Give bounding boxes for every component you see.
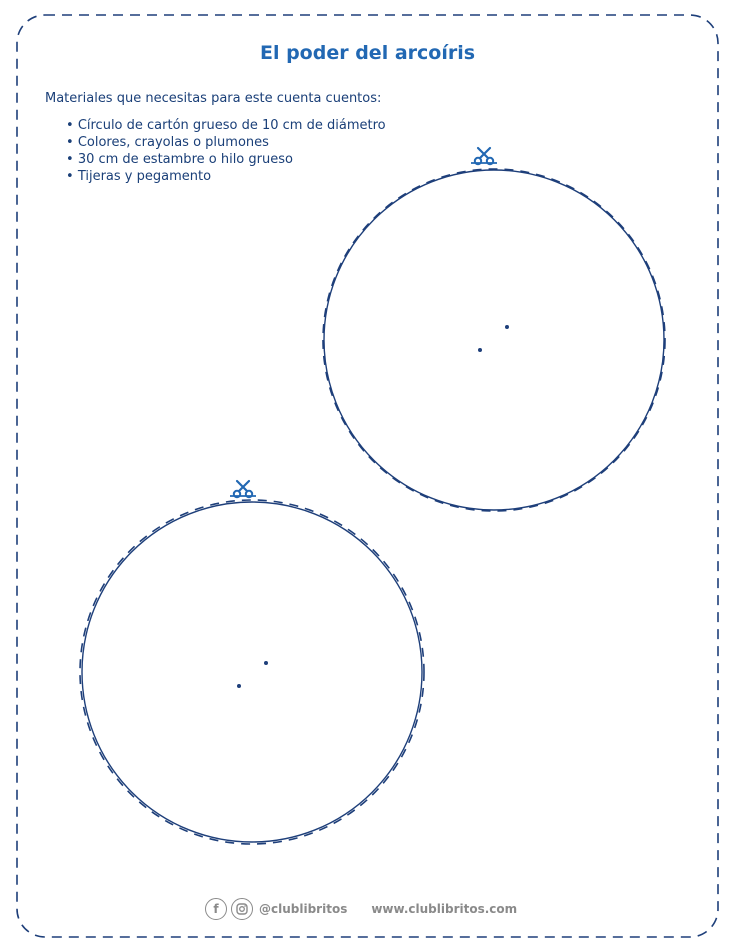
materials-intro: Materiales que necesitas para este cuenta cuentos: bbox=[45, 91, 382, 106]
website-link[interactable]: www.clublibritos.com bbox=[371, 902, 518, 916]
center-dot bbox=[264, 661, 268, 665]
solid-circle-outline bbox=[82, 502, 422, 842]
center-dot bbox=[237, 684, 241, 688]
social-handle[interactable]: @clublibritos bbox=[259, 902, 348, 916]
facebook-icon[interactable]: f bbox=[205, 898, 227, 920]
solid-circle-outline bbox=[324, 170, 664, 510]
material-item: • Tijeras y pegamento bbox=[66, 168, 386, 185]
instagram-icon[interactable] bbox=[231, 898, 253, 920]
cut-circle-bottom bbox=[80, 481, 424, 844]
cut-circle-top bbox=[323, 148, 665, 511]
footer bbox=[205, 897, 517, 921]
material-item: • Colores, crayolas o plumones bbox=[66, 134, 386, 151]
material-item: • Círculo de cartón grueso de 10 cm de diámetro bbox=[66, 117, 386, 134]
center-dot bbox=[505, 325, 509, 329]
material-item: • 30 cm de estambre o hilo grueso bbox=[66, 151, 386, 168]
scissors-icon bbox=[471, 148, 497, 164]
page-title: El poder del arcoíris bbox=[259, 42, 476, 64]
scissors-icon bbox=[230, 481, 256, 497]
center-dot bbox=[478, 348, 482, 352]
dashed-cut-line bbox=[323, 169, 665, 511]
